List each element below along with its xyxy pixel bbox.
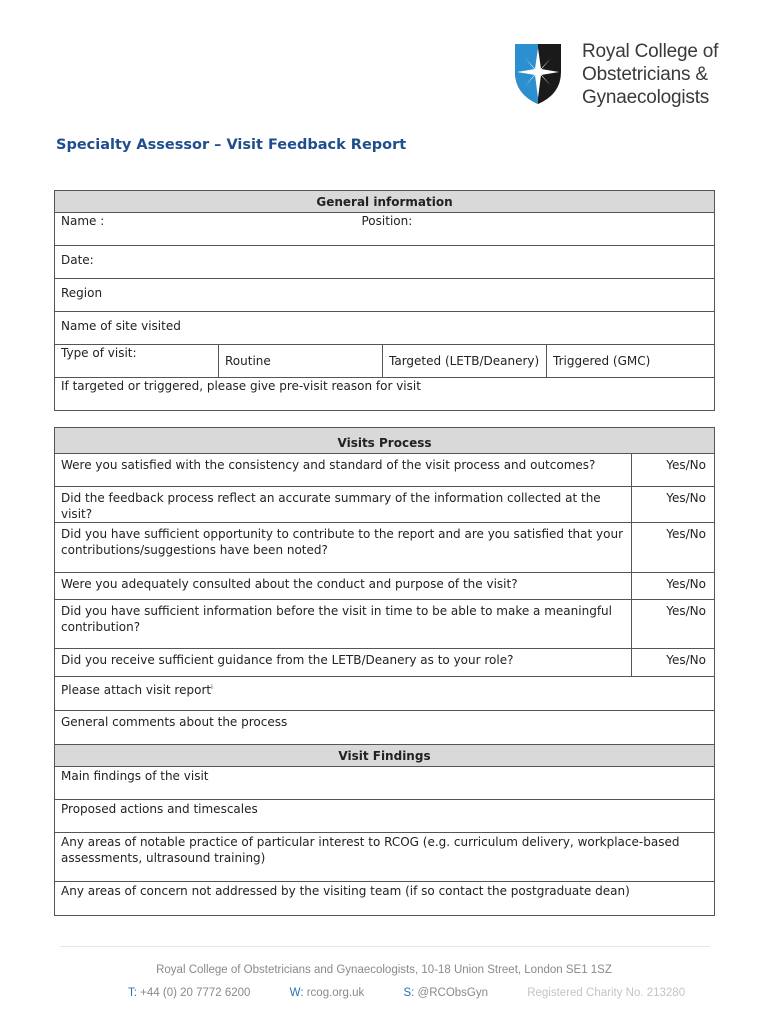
website-key: W: [289, 987, 304, 999]
footnote-mark: i [211, 684, 213, 691]
attach-report-field[interactable] [55, 677, 715, 711]
visit-type-label: Type of visit: [55, 345, 219, 378]
yes-no-answer[interactable]: Yes/No [632, 649, 715, 677]
telephone-key: T: [128, 987, 137, 999]
question-row: Did you have sufficient opportunity to contribute to the report and are you satisfied that your contributions/suggestions have been noted? [55, 523, 632, 573]
site-visited-field[interactable]: Name of site visited [55, 312, 715, 345]
name-label: Name : [61, 214, 105, 228]
social-key: S: [403, 987, 415, 999]
general-information-table [54, 190, 715, 411]
position-label: Position: [361, 214, 413, 228]
logo-line-2: Obstetricians & [582, 64, 708, 85]
shield-star-icon [513, 42, 563, 106]
yes-no-answer[interactable]: Yes/No [632, 454, 715, 487]
question-row: Did the feedback process reflect an accurate summary of the information collected at the visit? [55, 487, 632, 523]
notable-practice-field[interactable]: Any areas of notable practice of particular interest to RCOG (e.g. curriculum delivery, workplace-based assessments, ultrasound training) [55, 833, 715, 882]
logo-line-1: Royal College of [582, 41, 719, 62]
telephone-number: +44 (0) 20 7772 6200 [140, 987, 251, 999]
charity-number: Registered Charity No. 213280 [527, 987, 686, 999]
question-row: Were you adequately consulted about the conduct and purpose of the visit? [55, 573, 632, 600]
yes-no-answer[interactable]: Yes/No [632, 600, 715, 649]
visits-process-header: Visits Process [55, 428, 715, 454]
date-field[interactable]: Date: [55, 246, 715, 279]
attach-report-label: Please attach visit report [61, 683, 212, 697]
main-findings-field[interactable]: Main findings of the visit [55, 767, 715, 800]
visit-type-triggered[interactable]: Triggered (GMC) [547, 345, 715, 378]
yes-no-answer[interactable]: Yes/No [632, 487, 715, 523]
page-title: Specialty Assessor – Visit Feedback Report [56, 137, 407, 153]
visit-type-routine[interactable]: Routine [219, 345, 383, 378]
question-row: Were you satisfied with the consistency and standard of the visit process and outcomes? [55, 454, 632, 487]
rcog-logo [513, 40, 743, 112]
visits-process-table [54, 427, 715, 916]
yes-no-answer[interactable]: Yes/No [632, 573, 715, 600]
website-link[interactable]: rcog.org.uk [306, 987, 365, 999]
proposed-actions-field[interactable]: Proposed actions and timescales [55, 800, 715, 833]
general-information-header: General information [55, 191, 715, 213]
general-comments-field[interactable]: General comments about the process [55, 711, 715, 745]
question-row: Did you receive sufficient guidance from the LETB/Deanery as to your role? [55, 649, 632, 677]
areas-of-concern-field[interactable]: Any areas of concern not addressed by the visiting team (if so contact the postgraduate dean) [55, 882, 715, 916]
footer-divider [60, 946, 710, 947]
yes-no-answer[interactable]: Yes/No [632, 523, 715, 573]
logo-line-3: Gynaecologists [582, 87, 710, 108]
name-position-row[interactable] [55, 213, 715, 246]
region-field[interactable]: Region [55, 279, 715, 312]
visit-type-targeted[interactable]: Targeted (LETB/Deanery) [383, 345, 547, 378]
footer-contacts [128, 987, 703, 999]
footer-address: Royal College of Obstetricians and Gynaecologists, 10-18 Union Street, London SE1 1SZ [156, 964, 612, 976]
question-row: Did you have sufficient information before the visit in time to be able to make a meaningful contribution? [55, 600, 632, 649]
visit-findings-header: Visit Findings [55, 745, 715, 767]
pre-visit-reason-field[interactable]: If targeted or triggered, please give pre-visit reason for visit [55, 378, 715, 411]
social-handle[interactable]: @RCObsGyn [417, 987, 488, 999]
